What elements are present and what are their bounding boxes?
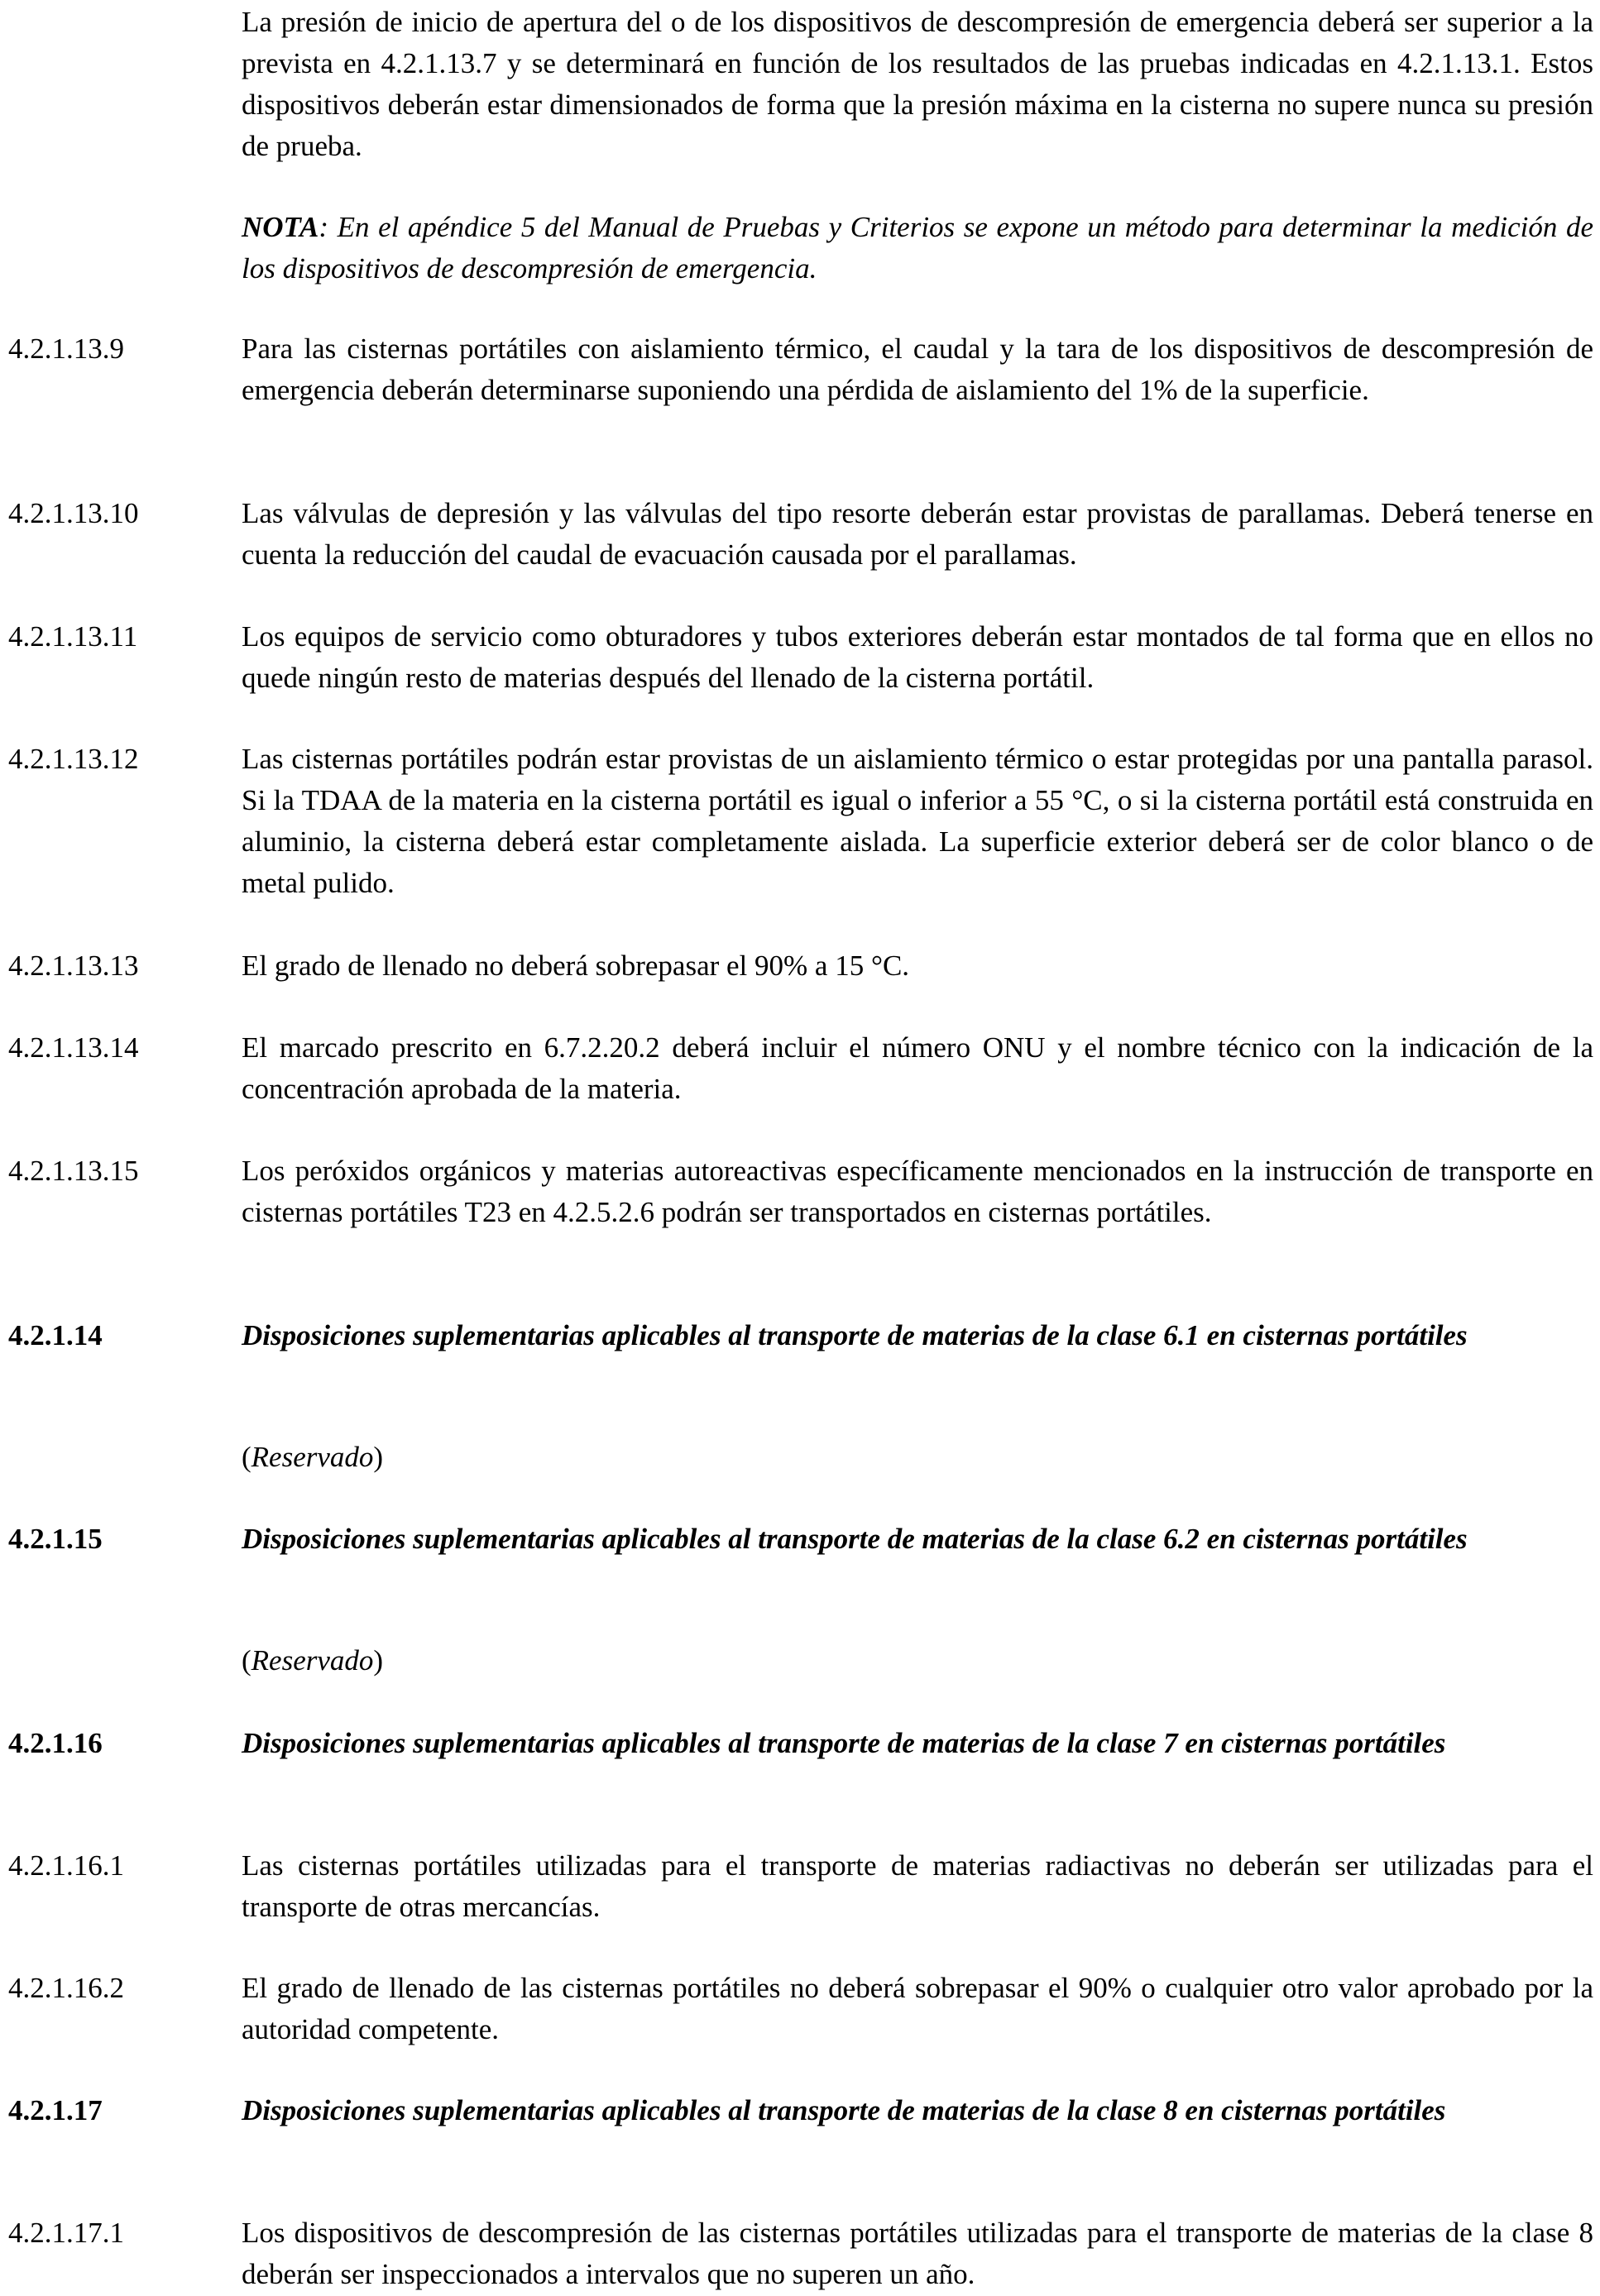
section-number: 4.2.1.13.15 xyxy=(8,1155,139,1187)
note-label: NOTA xyxy=(242,211,319,243)
section-number: 4.2.1.14 xyxy=(8,1319,103,1351)
paragraph-text: La presión de inicio de apertura del o de los dispositivos de descompresión de emergencia deberá ser superior a la prevista en 4.2.1.13.7 y se determinará en función de los resultados de las pruebas indicadas en 4.2.1.13.1. Estos dispositivos deberán estar dimensionados de forma que la presión máxima en la cisterna no supere nunca su presión de prueba. xyxy=(242,6,1593,162)
section-heading: Disposiciones suplementarias aplicables al transporte de materias de la clase 6.2 en cisternas portátiles xyxy=(242,1523,1468,1555)
section-number: 4.2.1.13.11 xyxy=(8,620,138,653)
section-number: 4.2.1.13.9 xyxy=(8,332,124,365)
section-number: 4.2.1.13.13 xyxy=(8,949,139,982)
note-body: : En el apéndice 5 del Manual de Pruebas y Criterios se expone un método para determinar la medición de los dispositivos de descompresión de emergencia. xyxy=(242,211,1593,285)
section-number: 4.2.1.13.14 xyxy=(8,1031,139,1064)
paragraph-text: El grado de llenado de las cisternas portátiles no deberá sobrepasar el 90% o cualquier otro valor aprobado por la autoridad competente. xyxy=(242,1972,1593,2045)
reserved-label: Reservado xyxy=(251,1644,374,1677)
section-number: 4.2.1.13.10 xyxy=(8,497,139,529)
paragraph-text: Las cisternas portátiles podrán estar provistas de un aislamiento térmico o estar protegidas por una pantalla parasol. Si la TDAA de la materia en la cisterna portátil es igual o inferior a 55 °C, o si la cisterna portátil está construida en aluminio, la cisterna deberá estar completamente aislada. La superficie exterior deberá ser de color blanco o de metal pulido. xyxy=(242,743,1593,899)
section-number: 4.2.1.13.12 xyxy=(8,743,139,775)
section-number: 4.2.1.16.2 xyxy=(8,1972,124,2004)
reserved-label: Reservado xyxy=(251,1441,374,1473)
paragraph-text: Para las cisternas portátiles con aislamiento térmico, el caudal y la tara de los dispositivos de descompresión de emergencia deberán determinarse suponiendo una pérdida de aislamiento del 1% de la superficie. xyxy=(242,332,1593,406)
section-heading: Disposiciones suplementarias aplicables al transporte de materias de la clase 6.1 en cisternas portátiles xyxy=(242,1319,1468,1351)
reserved-text: (Reservado) xyxy=(242,1441,384,1473)
note-text xyxy=(242,207,1593,289)
section-number: 4.2.1.16 xyxy=(8,1727,103,1759)
section-number: 4.2.1.16.1 xyxy=(8,1849,124,1882)
paragraph-text: Los peróxidos orgánicos y materias autoreactivas específicamente mencionados en la instrucción de transporte en cisternas portátiles T23 en 4.2.5.2.6 podrán ser transportados en cisternas portátiles. xyxy=(242,1155,1593,1228)
reserved-text: (Reservado) xyxy=(242,1644,384,1677)
paragraph-text: Las cisternas portátiles utilizadas para el transporte de materias radiactivas no deberán ser utilizadas para el transporte de otras mercancías. xyxy=(242,1849,1593,1923)
paragraph-text: Los equipos de servicio como obturadores y tubos exteriores deberán estar montados de tal forma que en ellos no quede ningún resto de materias después del llenado de la cisterna portátil. xyxy=(242,620,1593,694)
paragraph-text: Los dispositivos de descompresión de las cisternas portátiles utilizadas para el transporte de materias de la clase 8 deberán ser inspeccionados a intervalos que no superen un año. xyxy=(242,2217,1593,2290)
section-number: 4.2.1.15 xyxy=(8,1523,103,1555)
section-number: 4.2.1.17.1 xyxy=(8,2217,124,2249)
paragraph-text: Las válvulas de depresión y las válvulas del tipo resorte deberán estar provistas de parallamas. Deberá tenerse en cuenta la reducción del caudal de evacuación causada por el parallamas. xyxy=(242,497,1593,571)
paragraph-text: El grado de llenado no deberá sobrepasar el 90% a 15 °C. xyxy=(242,949,910,982)
section-heading: Disposiciones suplementarias aplicables al transporte de materias de la clase 7 en cisternas portátiles xyxy=(242,1727,1446,1759)
paragraph-text: El marcado prescrito en 6.7.2.20.2 deberá incluir el número ONU y el nombre técnico con la indicación de la concentración aprobada de la materia. xyxy=(242,1031,1593,1105)
section-heading: Disposiciones suplementarias aplicables al transporte de materias de la clase 8 en cisternas portátiles xyxy=(242,2094,1446,2126)
section-number: 4.2.1.17 xyxy=(8,2094,103,2126)
